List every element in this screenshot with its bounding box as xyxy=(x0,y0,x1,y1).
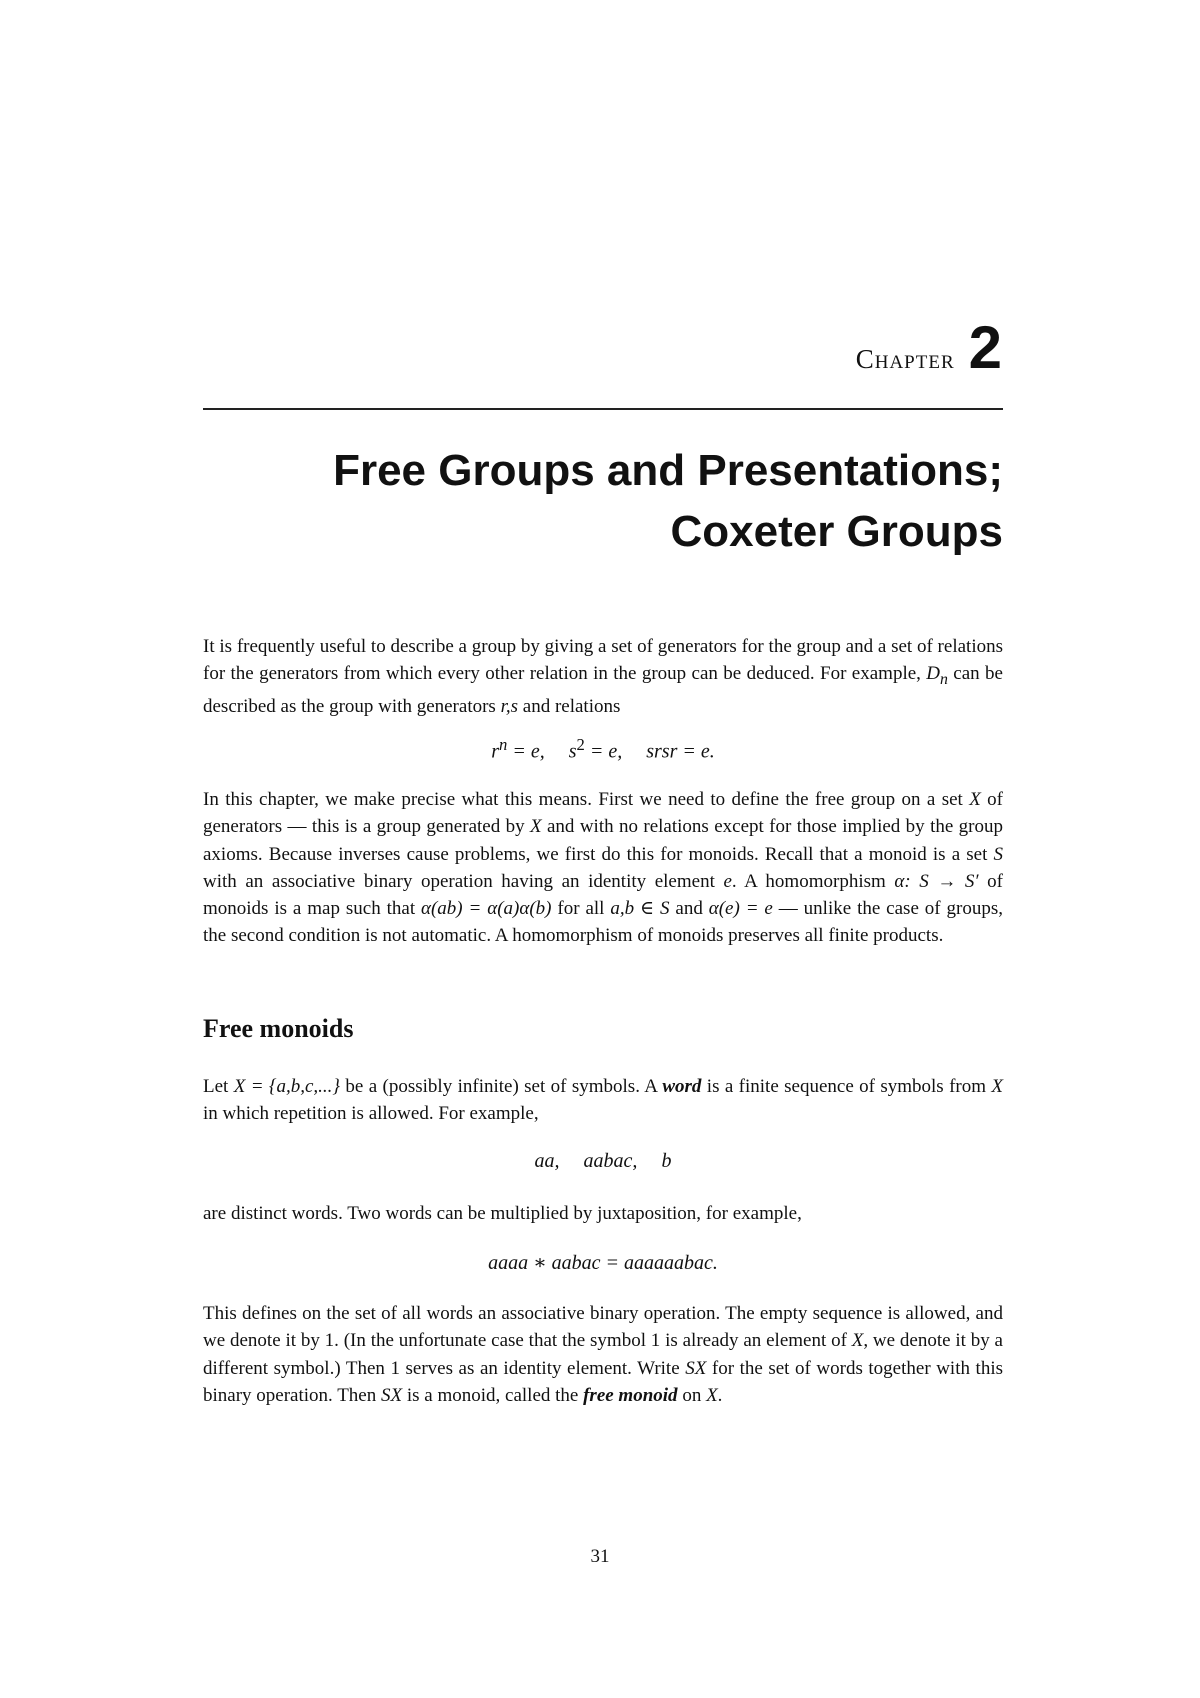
word-examples: aa, aabac, b xyxy=(534,1150,672,1172)
chapter-title-line-1: Free Groups and Presentations; xyxy=(333,446,1003,495)
juxtaposition-equation: aaaa ∗ aabac = aaaaaabac. xyxy=(488,1252,718,1274)
chapter-number: 2 xyxy=(968,314,1002,381)
chapter-heading xyxy=(855,314,1002,381)
paragraph-monoids: In this chapter, we make precise what this means. First we need to define the free group on a set X of generators — this is a group generated by X and with no relations except for those implied by the group axioms. Because inverses cause problems, we first do this for monoids. Recall that a monoid is a set S with an associative binary operation having an identity element e. A homomorphism α: S → S′ of monoids is a map such that α(ab) = α(a)α(b) for all a,b ∈ S and α(e) = e — unlike the case of groups, the second condition is not automatic. A homomorphism of monoids preserves all finite products. xyxy=(203,789,1003,947)
paragraph-free-monoid: This defines on the set of all words an associative binary operation. The empty sequence is allowed, and we denote it by 1. (In the unfortunate case that the symbol 1 is already an element of X, we denote it by a different symbol.) Then 1 serves as an identity element. Write SX for the set of words together with this binary operation. Then SX is a monoid, called the free monoid on X. xyxy=(203,1303,1004,1406)
chapter-label: Chapter xyxy=(855,344,955,374)
chapter-title-line-2: Coxeter Groups xyxy=(670,507,1003,556)
chapter-rule xyxy=(203,408,1003,410)
section-heading-free-monoids: Free monoids xyxy=(203,1014,354,1043)
intro-paragraph: It is frequently useful to describe a group by giving a set of generators for the group and a set of relations for the generators from which every other relation in the group can be deduced. For example, $D_n$ can be described as the group with generators r,s and relations xyxy=(203,636,1003,718)
page-number: 31 xyxy=(590,1546,610,1567)
relations-equation: $r^n = e$, $s^2 = e$, srsr = e. xyxy=(491,735,715,763)
paragraph-juxtaposition: are distinct words. Two words can be multiplied by juxtaposition, for example, xyxy=(203,1203,802,1224)
chapter-title xyxy=(203,440,1003,562)
paragraph-words: Let X = {a,b,c,...} be a (possibly infinite) set of symbols. A word is a finite sequence of symbols from X in which repetition is allowed. For example, xyxy=(203,1076,1003,1125)
